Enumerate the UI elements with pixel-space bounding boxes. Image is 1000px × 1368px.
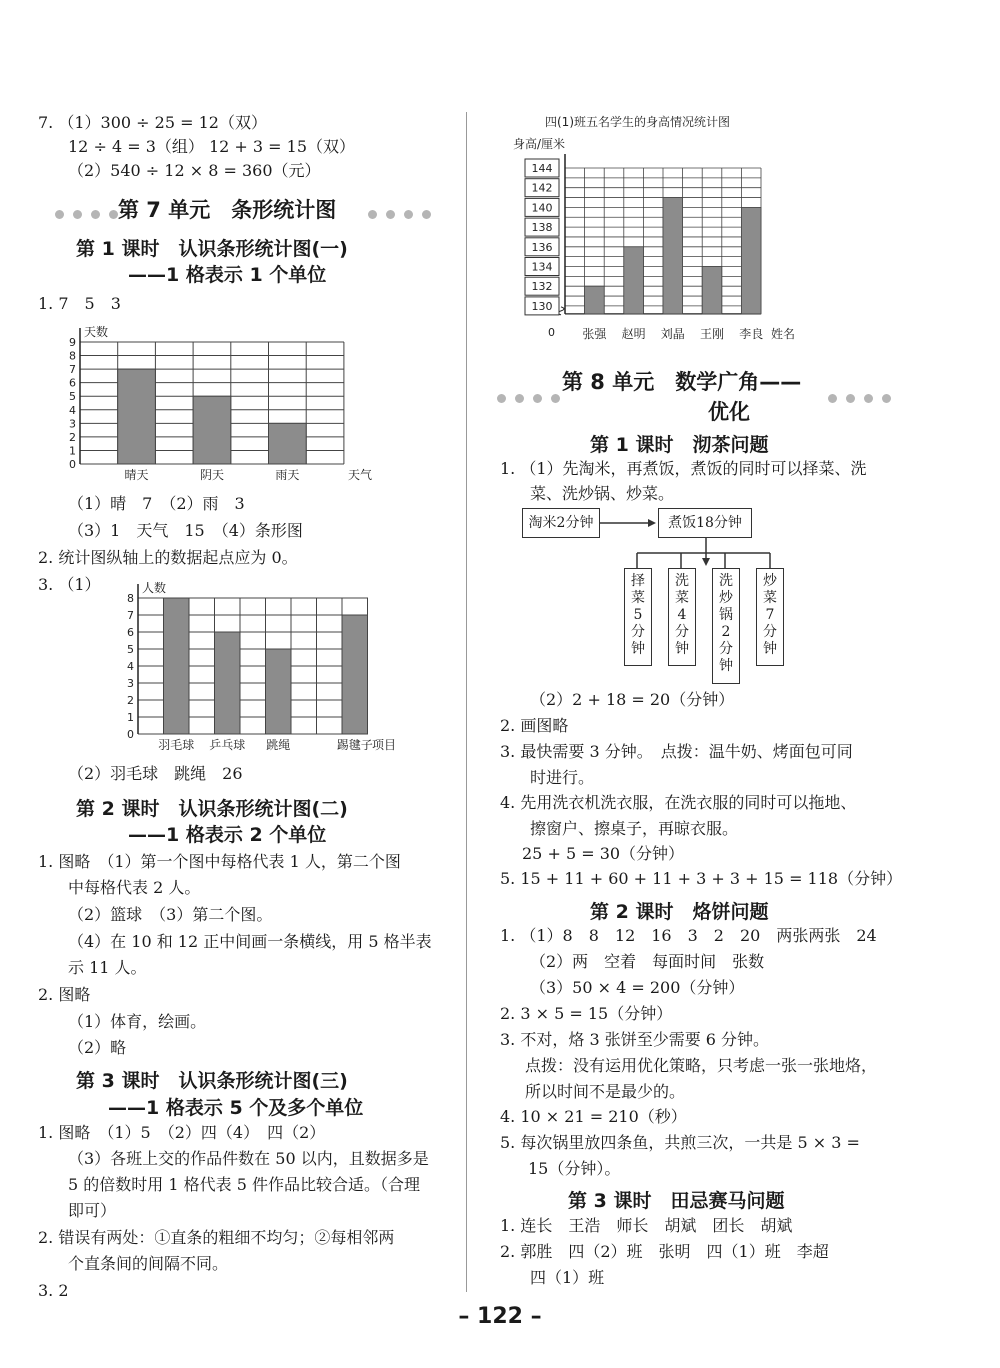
sports-bar-chart — [100, 572, 400, 754]
y-tick-label: 7 — [127, 609, 134, 622]
x-tick-label: 跳绳 — [266, 738, 291, 752]
l2-line-f: 2. 图略 — [38, 985, 91, 1004]
l2-line-e: 示 11 人。 — [68, 958, 147, 977]
x-tick-label: 刘晶 — [660, 326, 685, 341]
r-lesson3-title: 第 3 课时 田忌赛马问题 — [568, 1190, 785, 1212]
x-tick-label: 李良 — [739, 326, 764, 341]
x-tick-label: 羽毛球 — [158, 738, 195, 752]
bar — [269, 423, 307, 464]
origin-label: 0 — [548, 325, 555, 339]
r2-line-f: 点拨：没有运用优化策略，只考虑一张一张地烙， — [525, 1056, 878, 1075]
x-tick-label: 雨天 — [275, 468, 300, 482]
flow-sub-box-3: 洗 炒 锅 2 分 钟 — [712, 568, 740, 684]
l3-line-a: 1. 图略 （1）5 （2）四（4） 四（2） — [38, 1123, 326, 1142]
r1-line-a: 1. （1）先淘米，再煮饭，煮饭的同时可以择菜、洗 — [500, 459, 867, 478]
y-tick-label: 2 — [69, 430, 76, 444]
l2-line-h: （2）略 — [68, 1038, 127, 1057]
bar — [624, 247, 644, 314]
l1-q3-ans: （2）羽毛球 跳绳 26 — [68, 764, 243, 783]
y-tick-label: 136 — [531, 240, 553, 254]
lesson3-title: 第 3 课时 认识条形统计图(三) — [76, 1070, 348, 1092]
chart-title: 四(1)班五名学生的身高情况统计图 — [545, 115, 730, 129]
l2-line-b: 中每格代表 2 人。 — [68, 878, 201, 897]
y-tick-label: 8 — [127, 592, 134, 605]
column-divider — [466, 112, 467, 1292]
r1-line-e: 3. 最快需要 3 分钟。 点拨：温牛奶、烤面包可同 — [500, 742, 853, 761]
r3-line-c: 四（1）班 — [530, 1268, 605, 1287]
q7-line3: （2）540 ÷ 12 × 8 = 360（元） — [68, 161, 321, 180]
unit7-title: 第 7 单元 条形统计图 — [118, 198, 337, 222]
r2-line-a: 1. （1）8 8 12 16 3 2 20 两张两张 24 — [500, 926, 877, 945]
r2-line-h: 4. 10 × 21 = 210（秒） — [500, 1107, 687, 1126]
l2-line-c: （2）篮球 （3）第二个图。 — [68, 905, 273, 924]
unit8-title: 第 8 单元 数学广角—— — [562, 370, 802, 394]
r1-line-b: 菜、洗炒锅、炒菜。 — [530, 484, 675, 503]
y-tick-label: 0 — [127, 728, 134, 741]
r3-line-b: 2. 郭胜 四（2）班 张明 四（1）班 李超 — [500, 1242, 829, 1261]
r2-line-c: （3）50 × 4 = 200（分钟） — [530, 978, 745, 997]
bar — [342, 615, 368, 734]
unit7-dots-left — [55, 204, 127, 214]
l2-line-g: （1）体育，绘画。 — [68, 1012, 207, 1031]
y-tick-label: 132 — [531, 280, 553, 294]
l1-ans2: （3）1 天气 15 （4）条形图 — [68, 521, 303, 540]
flow-sub-box-2: 洗 菜 4 分 钟 — [668, 568, 696, 666]
l3-line-g: 3. 2 — [38, 1281, 69, 1300]
x-axis-label: 天气 — [348, 468, 373, 482]
r-lesson2-title: 第 2 课时 烙饼问题 — [590, 901, 769, 923]
x-axis-label: 项目 — [372, 738, 397, 752]
y-tick-label: 4 — [127, 660, 134, 673]
l3-line-f: 个直条间的间隔不同。 — [68, 1254, 229, 1273]
y-tick-label: 6 — [127, 626, 134, 639]
bar — [164, 598, 190, 734]
y-tick-label: 7 — [69, 363, 76, 377]
bar — [663, 198, 683, 314]
l1-ans1: （1）晴 7 （2）雨 3 — [68, 494, 245, 513]
lesson3-subtitle: ——1 格表示 5 个及多个单位 — [108, 1097, 364, 1119]
x-tick-label: 张强 — [582, 326, 607, 341]
r2-line-d: 2. 3 × 5 = 15（分钟） — [500, 1004, 673, 1023]
unit8-dots-left — [497, 388, 569, 398]
flow-box-wash-rice: 淘米2分钟 — [522, 508, 600, 538]
l3-line-d: 即可） — [68, 1201, 117, 1220]
y-tick-label: 4 — [69, 403, 76, 417]
y-axis-label: 天数 — [84, 325, 109, 339]
l1-q3: 3. （1） — [38, 575, 101, 594]
flow-box-cook-rice: 煮饭18分钟 — [658, 508, 752, 538]
y-tick-label: 130 — [531, 299, 553, 313]
x-tick-label: 乒乓球 — [209, 738, 246, 752]
x-tick-label: 阴天 — [199, 468, 224, 482]
r2-line-j: 15（分钟）。 — [528, 1159, 621, 1178]
l3-line-e: 2. 错误有两处：①直条的粗细不均匀；②每相邻两 — [38, 1228, 395, 1247]
y-tick-label: 138 — [531, 221, 553, 235]
x-axis-label: 姓名 — [771, 326, 796, 341]
lesson2-subtitle: ——1 格表示 2 个单位 — [128, 824, 327, 846]
bar — [585, 286, 605, 314]
page-number: – 122 – — [458, 1304, 542, 1329]
y-tick-label: 5 — [127, 643, 134, 656]
unit8-title-line2: 优化 — [708, 400, 750, 424]
bar — [266, 649, 292, 734]
lesson1-title: 第 1 课时 认识条形统计图(一) — [76, 238, 348, 260]
r1-line-c: （2）2 + 18 = 20（分钟） — [530, 690, 735, 709]
r2-line-b: （2）两 空着 每面时间 张数 — [530, 952, 765, 971]
unit7-dots-right — [368, 204, 440, 214]
r1-line-i: 25 + 5 = 30（分钟） — [522, 844, 685, 863]
r1-line-f: 时进行。 — [530, 768, 595, 787]
r-lesson1-title: 第 1 课时 沏茶问题 — [590, 434, 769, 456]
y-axis-label: 身高/厘米 — [513, 137, 566, 151]
weather-bar-chart — [40, 316, 373, 486]
r2-line-g: 所以时间不是最少的。 — [525, 1082, 686, 1101]
bar — [118, 369, 156, 464]
r1-line-d: 2. 画图略 — [500, 716, 569, 735]
l1-q1: 1. 7 5 3 — [38, 294, 121, 313]
y-tick-label: 9 — [69, 336, 76, 349]
x-tick-label: 王刚 — [699, 326, 725, 341]
r3-line-a: 1. 连长 王浩 师长 胡斌 团长 胡斌 — [500, 1216, 793, 1235]
y-tick-label: 5 — [69, 390, 76, 404]
bar — [215, 632, 241, 734]
l2-line-a: 1. 图略 （1）第一个图中每格代表 1 人，第二个图 — [38, 852, 401, 871]
y-axis-label: 人数 — [142, 581, 167, 595]
y-tick-label: 142 — [531, 181, 553, 195]
flow-sub-box-1: 择 菜 5 分 钟 — [624, 568, 652, 666]
l3-line-c: 5 的倍数时用 1 格代表 5 件作品比较合适。（合理 — [68, 1175, 420, 1194]
y-tick-label: 1 — [69, 444, 76, 458]
y-tick-label: 8 — [69, 349, 76, 363]
r1-line-j: 5. 15 + 11 + 60 + 11 + 3 + 3 + 15 = 118（分钟） — [500, 869, 903, 888]
x-tick-label: 晴天 — [124, 468, 149, 482]
r1-line-h: 擦窗户、擦桌子，再晾衣服。 — [530, 819, 739, 838]
y-tick-label: 6 — [69, 376, 76, 390]
bar — [193, 396, 231, 464]
l2-line-d: （4）在 10 和 12 正中间画一条横线，用 5 格半表 — [68, 932, 432, 951]
flow-sub-box-4: 炒 菜 7 分 钟 — [756, 568, 784, 666]
bar — [702, 267, 722, 314]
y-tick-label: 3 — [127, 677, 134, 690]
q7-line2: 12 ÷ 4 = 3（组） 12 + 3 = 15（双） — [68, 137, 356, 156]
l3-line-b: （3）各班上交的作品件数在 50 以内，且数据多是 — [68, 1149, 429, 1168]
x-tick-label: 踢毽子 — [336, 738, 373, 752]
y-tick-label: 134 — [531, 260, 553, 274]
lesson1-subtitle: ——1 格表示 1 个单位 — [128, 264, 327, 286]
unit8-dots-right — [828, 388, 900, 398]
q7-line1: 7. （1）300 ÷ 25 = 12（双） — [38, 113, 267, 132]
r2-line-i: 5. 每次锅里放四条鱼，共煎三次，一共是 5 × 3 = — [500, 1133, 860, 1152]
y-tick-label: 140 — [531, 201, 553, 215]
y-tick-label: 3 — [69, 417, 76, 431]
l1-q2: 2. 统计图纵轴上的数据起点应为 0。 — [38, 548, 298, 567]
x-tick-label: 赵明 — [621, 326, 646, 341]
y-tick-label: 1 — [127, 711, 134, 724]
bar — [741, 207, 761, 314]
r1-line-g: 4. 先用洗衣机洗衣服，在洗衣服的同时可以拖地、 — [500, 793, 857, 812]
r2-line-e: 3. 不对，烙 3 张饼至少需要 6 分钟。 — [500, 1030, 770, 1049]
y-tick-label: 2 — [127, 694, 134, 707]
height-bar-chart — [495, 110, 815, 358]
y-tick-label: 144 — [531, 162, 553, 175]
lesson2-title: 第 2 课时 认识条形统计图(二) — [76, 798, 348, 820]
y-tick-label: 0 — [69, 458, 76, 471]
